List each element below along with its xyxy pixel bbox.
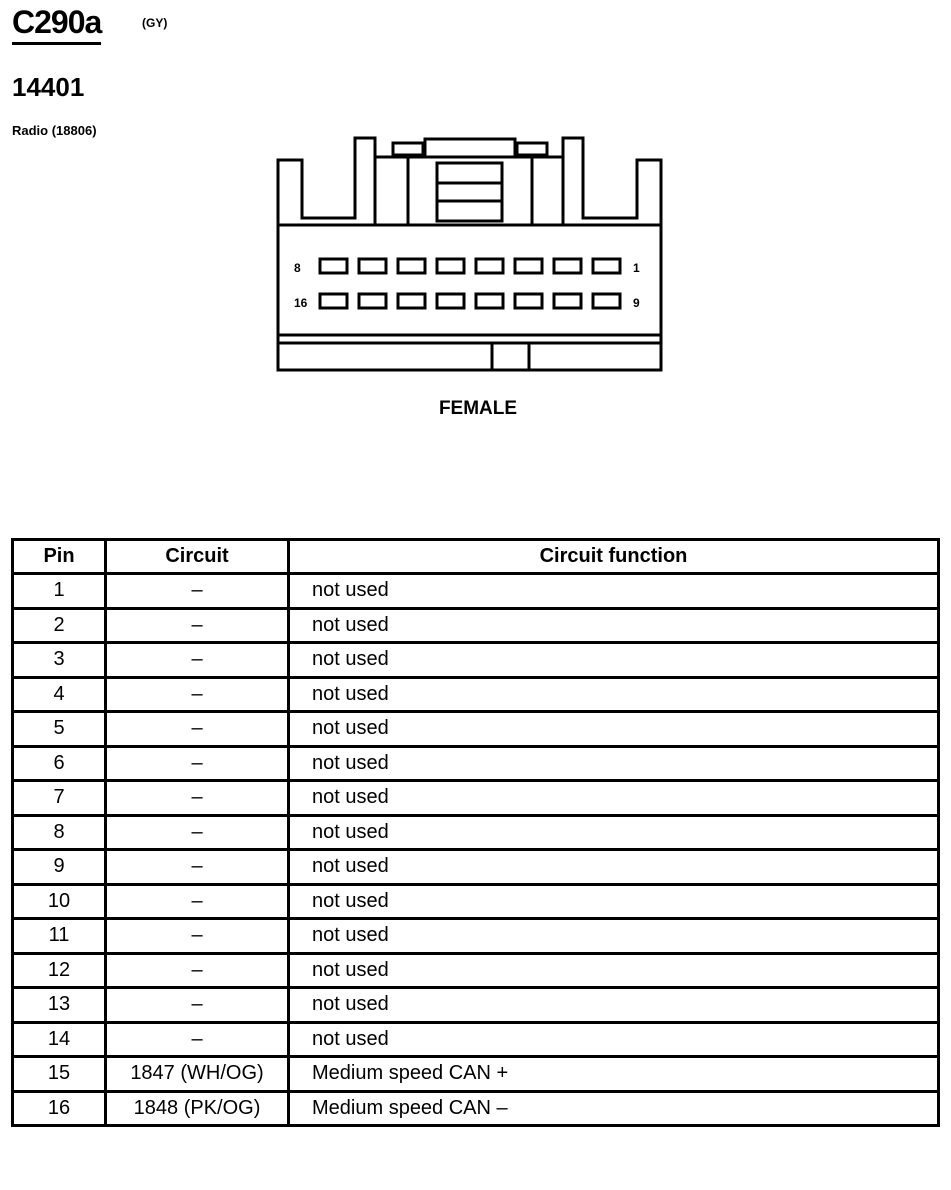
function-cell: Medium speed CAN + <box>289 1057 939 1092</box>
pin-cavity-8 <box>320 259 347 273</box>
pin-cavity-16 <box>320 294 347 308</box>
function-cell: not used <box>289 781 939 816</box>
pin-cell: 12 <box>13 953 106 988</box>
table-row <box>13 1057 939 1092</box>
circuit-cell: – <box>106 781 289 816</box>
table-row <box>13 712 939 747</box>
table-row <box>13 608 939 643</box>
circuit-cell: 1847 (WH/OG) <box>106 1057 289 1092</box>
pin-cavity-1 <box>593 259 620 273</box>
function-cell: Medium speed CAN – <box>289 1091 939 1126</box>
circuit-cell: – <box>106 919 289 954</box>
circuit-cell: – <box>106 574 289 609</box>
circuit-cell: – <box>106 746 289 781</box>
pin-cavity-14 <box>398 294 425 308</box>
pin-cavity-15 <box>359 294 386 308</box>
pin-cavity-6 <box>398 259 425 273</box>
circuit-cell: – <box>106 712 289 747</box>
pin-cell: 4 <box>13 677 106 712</box>
function-cell: not used <box>289 746 939 781</box>
connector-gender: FEMALE <box>438 398 518 419</box>
table-row <box>13 919 939 954</box>
pin-cavity-7 <box>359 259 386 273</box>
pin-label-row2-left: 16 <box>294 296 308 310</box>
table-row <box>13 850 939 885</box>
function-cell: not used <box>289 988 939 1023</box>
pin-cell: 16 <box>13 1091 106 1126</box>
pin-cell: 14 <box>13 1022 106 1057</box>
pin-cell: 9 <box>13 850 106 885</box>
function-cell: not used <box>289 850 939 885</box>
circuit-cell: – <box>106 608 289 643</box>
table-row <box>13 1091 939 1126</box>
table-row <box>13 988 939 1023</box>
pin-cavity-9 <box>593 294 620 308</box>
pin-label-row1-left: 8 <box>294 261 301 275</box>
circuit-cell: – <box>106 850 289 885</box>
function-cell: not used <box>289 919 939 954</box>
pin-cavity-4 <box>476 259 503 273</box>
function-cell: not used <box>289 712 939 747</box>
table-row <box>13 815 939 850</box>
circuit-cell: – <box>106 677 289 712</box>
function-cell: not used <box>289 574 939 609</box>
table-row <box>13 677 939 712</box>
pinout-table <box>11 538 940 1127</box>
pin-cell: 2 <box>13 608 106 643</box>
pin-cavity-13 <box>437 294 464 308</box>
pin-cell: 6 <box>13 746 106 781</box>
circuit-cell: – <box>106 884 289 919</box>
table-row <box>13 953 939 988</box>
function-cell: not used <box>289 815 939 850</box>
header-circuit-function: Circuit function <box>289 540 939 574</box>
function-cell: not used <box>289 953 939 988</box>
pin-cell: 10 <box>13 884 106 919</box>
table-row <box>13 781 939 816</box>
pin-cavity-10 <box>554 294 581 308</box>
component-name: Radio (18806) <box>12 123 97 138</box>
table-row <box>13 1022 939 1057</box>
pin-cavity-3 <box>515 259 542 273</box>
connector-color-code: (GY) <box>142 16 168 30</box>
pin-cell: 1 <box>13 574 106 609</box>
pin-cavity-2 <box>554 259 581 273</box>
table-row <box>13 746 939 781</box>
function-cell: not used <box>289 608 939 643</box>
pin-cell: 15 <box>13 1057 106 1092</box>
function-cell: not used <box>289 643 939 678</box>
circuit-cell: – <box>106 815 289 850</box>
pin-cell: 8 <box>13 815 106 850</box>
circuit-cell: – <box>106 988 289 1023</box>
pin-cell: 11 <box>13 919 106 954</box>
pin-cell: 7 <box>13 781 106 816</box>
function-cell: not used <box>289 677 939 712</box>
pin-label-row1-right: 1 <box>633 261 640 275</box>
connector-id: C290a <box>12 4 101 45</box>
table-row <box>13 643 939 678</box>
pin-cell: 13 <box>13 988 106 1023</box>
function-cell: not used <box>289 884 939 919</box>
pin-cell: 5 <box>13 712 106 747</box>
circuit-cell: – <box>106 1022 289 1057</box>
pin-cavity-11 <box>515 294 542 308</box>
pin-cavity-5 <box>437 259 464 273</box>
pin-cell: 3 <box>13 643 106 678</box>
table-header-row <box>13 540 939 574</box>
part-number: 14401 <box>12 72 85 102</box>
circuit-cell: 1848 (PK/OG) <box>106 1091 289 1126</box>
header-circuit: Circuit <box>106 540 289 574</box>
circuit-cell: – <box>106 953 289 988</box>
connector-face-diagram <box>270 133 670 378</box>
pin-label-row2-right: 9 <box>633 296 640 310</box>
function-cell: not used <box>289 1022 939 1057</box>
table-row <box>13 574 939 609</box>
pin-cavity-12 <box>476 294 503 308</box>
circuit-cell: – <box>106 643 289 678</box>
header-pin: Pin <box>13 540 106 574</box>
table-row <box>13 884 939 919</box>
